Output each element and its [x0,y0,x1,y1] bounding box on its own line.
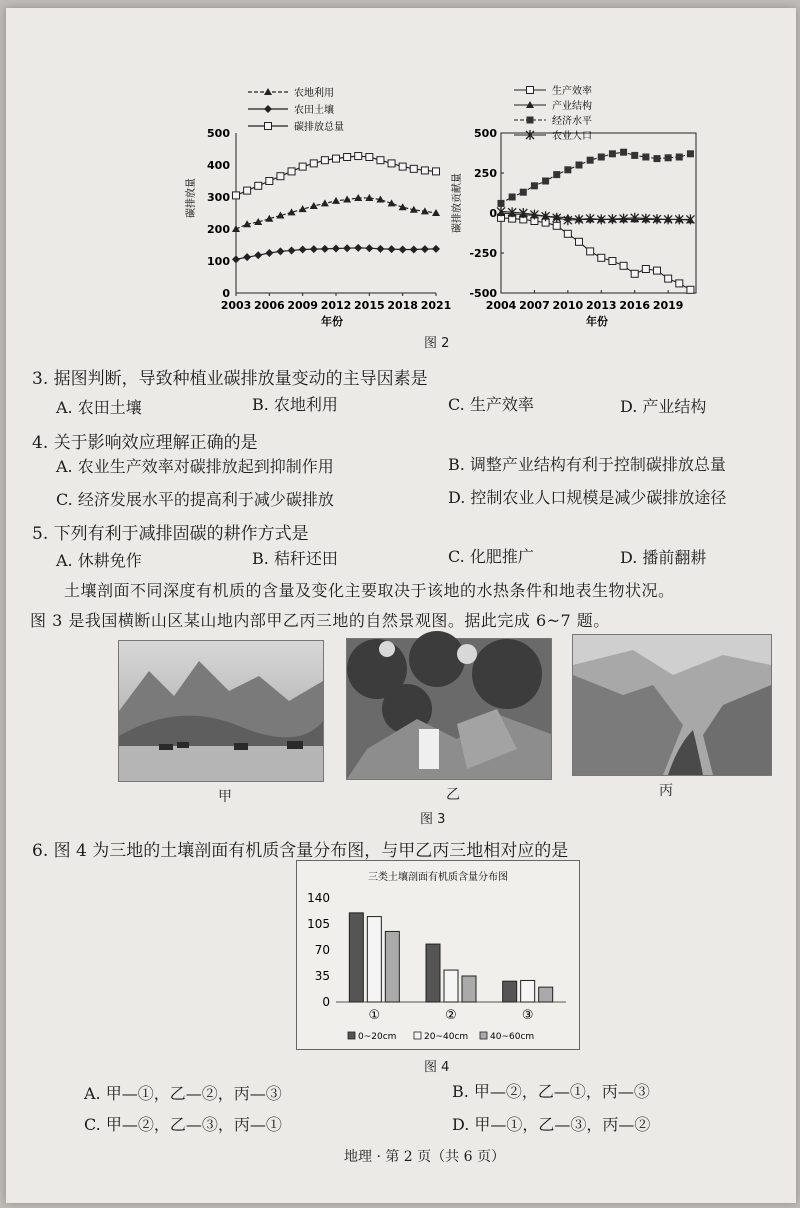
right-data-point [553,222,560,229]
q3-stem: 3. 据图判断，导致种植业碳排放量变动的主导因素是 [32,369,428,389]
right-data-point [665,154,672,161]
right-ytick-label: -250 [469,247,497,260]
left-legend-label: 碳排放总量 [294,122,344,133]
q3-option-c[interactable]: C. 生产效率 [448,395,534,414]
left-data-point [410,245,418,253]
q5-option-d[interactable]: D. 播前翻耕 [620,548,707,567]
left-ytick-label: 200 [207,223,230,236]
left-xtick-label: 2018 [387,299,418,312]
right-ytick-label: 0 [489,207,497,220]
photo-yi-forest-stream [346,638,552,780]
right-legend-marker [527,117,534,124]
left-data-point [310,245,318,253]
bar-legend-label: 20~40cm [424,1032,469,1042]
left-data-point [266,178,273,185]
q6-option-d[interactable]: D. 甲—①，乙—③，丙—② [452,1115,651,1134]
left-data-point [332,245,340,253]
page-footer: 地理 · 第 2 页（共 6 页） [344,1149,505,1165]
right-data-point [642,154,649,161]
left-data-point [432,245,440,253]
right-data-point [598,154,605,161]
exam-page [6,8,796,1203]
bar-category-label: ① [368,1008,381,1023]
q4-stem: 4. 关于影响效应理解正确的是 [32,433,258,453]
left-data-point [433,168,440,175]
left-legend-label: 农地利用 [294,88,334,99]
left-data-point [321,157,328,164]
right-data-point [576,162,583,169]
left-ylabel: 碳排放量 [186,178,197,218]
right-legend-label: 经济水平 [552,116,592,127]
bar-chart-title: 三类土壤剖面有机质含量分布图 [368,872,508,883]
right-legend-label: 农业人口 [552,131,592,142]
bar [539,987,553,1002]
q3-option-d[interactable]: D. 产业结构 [620,397,707,416]
right-data-point [531,182,538,189]
left-data-point [232,225,240,232]
figure4-bar-chart [296,860,580,1050]
left-data-point [332,197,340,204]
left-data-point [410,165,417,172]
left-data-point [376,245,384,253]
left-legend [248,86,344,133]
q6-option-b[interactable]: B. 甲—②，乙—①，丙—③ [452,1082,650,1101]
left-legend-marker [265,123,272,130]
left-data-point [254,251,262,259]
bar [385,931,399,1002]
right-legend-marker [527,87,534,94]
right-xtick-label: 2016 [619,299,651,312]
left-xlabel: 年份 [321,315,343,328]
left-legend-marker [264,105,272,113]
left-data-point [354,244,362,252]
left-data-point [344,154,351,161]
intro-line2: 图 3 是我国横断山区某山地内部甲乙丙三地的自然景观图。据此完成 6~7 题。 [30,611,610,630]
right-data-point [509,194,516,201]
photo-bing-valley [572,634,772,776]
bar [349,913,363,1002]
left-ytick-label: 300 [207,191,230,204]
left-data-point [277,173,284,180]
right-series-line [501,211,690,220]
bar [503,981,517,1002]
q4-option-b[interactable]: B. 调整产业结构有利于控制碳排放总量 [448,455,726,474]
right-legend-label: 产业结构 [552,101,592,112]
bar [521,980,535,1002]
bar-category-label: ② [445,1008,457,1023]
right-data-point [564,230,571,237]
left-xtick-label: 2012 [320,299,352,312]
right-data-point [576,238,583,245]
left-data-point [343,244,351,252]
left-data-point [355,153,362,160]
left-data-point [243,253,251,261]
left-data-point [399,245,407,253]
left-data-point [321,199,329,206]
left-data-point [265,249,273,257]
right-data-point [620,262,627,269]
left-data-point [399,163,406,170]
left-legend-label: 农田土壤 [294,105,334,116]
left-data-point [365,244,373,252]
bar-category-label: ③ [521,1008,534,1023]
left-ytick-label: 0 [222,287,230,300]
bar-ytick-label: 105 [307,917,330,931]
right-data-point [542,178,549,185]
right-xtick-label: 2010 [552,299,584,312]
right-data-point [498,200,505,207]
left-data-point [432,209,440,216]
left-ytick-label: 500 [207,127,230,140]
right-series-line [501,218,690,290]
right-series-line [501,152,690,203]
left-legend-marker [264,88,272,95]
bar-ytick-label: 0 [322,995,330,1009]
right-data-point [553,171,560,178]
bar-legend-label: 0~20cm [358,1032,397,1042]
right-data-point [676,280,683,287]
q6-stem: 6. 图 4 为三地的土壤剖面有机质含量分布图，与甲乙丙三地相对应的是 [32,841,569,861]
bar-legend-swatch [348,1032,355,1039]
right-data-point [676,154,683,161]
left-data-point [421,167,428,174]
right-data-point [687,286,694,293]
left-data-point [288,246,296,254]
right-data-point [642,266,649,273]
left-ytick-label: 400 [207,159,230,172]
right-xlabel: 年份 [586,315,608,328]
bar-ytick-label: 35 [314,969,330,983]
figure2-left-chart [186,78,456,338]
right-xtick-label: 2007 [519,299,550,312]
q3-option-a[interactable]: A. 农田土壤 [56,398,142,417]
right-data-point [665,275,672,282]
right-data-point [609,150,616,157]
right-data-point [587,157,594,164]
left-xtick-label: 2021 [420,299,452,312]
right-data-point [631,152,638,159]
photo-label-bing: 丙 [659,783,673,799]
right-ytick-label: 250 [474,167,497,180]
intro-line1: 土壤剖面不同深度有机质的含量及变化主要取决于该地的水热条件和地表生物状况。 [64,581,675,600]
left-data-point [288,168,295,175]
right-data-point [587,248,594,255]
left-xtick-label: 2003 [220,299,252,312]
left-data-point [233,192,240,199]
right-data-point [654,267,661,274]
right-data-point [520,189,527,196]
figure2-caption: 图 2 [424,336,450,351]
q4-option-a[interactable]: A. 农业生产效率对碳排放起到抑制作用 [56,457,334,476]
photo-label-jia: 甲 [218,789,232,805]
bar-legend-swatch [480,1032,487,1039]
photo-jia-grassland [118,640,324,782]
q5-option-c[interactable]: C. 化肥推广 [448,547,534,566]
right-xtick-label: 2013 [585,299,617,312]
right-ytick-label: -500 [469,287,497,300]
bar [426,944,440,1002]
q5-option-a[interactable]: A. 休耕免作 [56,551,142,570]
left-data-point [244,187,251,194]
bar-legend-label: 40~60cm [490,1032,535,1042]
right-legend-label: 生产效率 [552,86,592,97]
q5-option-b[interactable]: B. 秸秆还田 [252,549,338,568]
right-data-point [687,150,694,157]
bar-legend-swatch [414,1032,421,1039]
right-xtick-label: 2004 [485,299,517,312]
right-data-point [564,166,571,173]
q6-option-a[interactable]: A. 甲—①，乙—②，丙—③ [84,1084,282,1103]
bar-chart-legend [348,1032,534,1042]
bar [367,917,381,1002]
left-data-point [366,154,373,161]
left-data-point [276,247,284,255]
figure3-caption: 图 3 [420,812,446,827]
right-data-point [620,149,627,156]
left-data-point [299,245,307,253]
right-ytick-label: 500 [474,127,497,140]
left-xtick-label: 2009 [287,299,318,312]
left-data-point [232,255,240,263]
left-data-point [388,245,396,253]
q4-option-c[interactable]: C. 经济发展水平的提高利于减少碳排放 [56,490,334,509]
right-xtick-label: 2019 [652,299,684,312]
figure2-right-chart [446,78,711,338]
right-data-point [609,258,616,265]
right-data-point [654,155,661,162]
q3-option-b[interactable]: B. 农地利用 [252,395,338,414]
figure4-caption: 图 4 [424,1060,450,1075]
photo-label-yi: 乙 [446,787,460,803]
left-data-point [255,182,262,189]
left-data-point [310,160,317,167]
left-data-point [388,160,395,167]
left-ytick-label: 100 [207,255,230,268]
left-xtick-label: 2006 [254,299,285,312]
bar [444,970,458,1002]
q6-option-c[interactable]: C. 甲—②，乙—③，丙—① [84,1115,282,1134]
bar [462,976,476,1002]
left-data-point [377,157,384,164]
left-data-point [299,163,306,170]
left-xtick-label: 2015 [354,299,385,312]
q5-stem: 5. 下列有利于减排固碳的耕作方式是 [32,524,309,544]
q4-option-d[interactable]: D. 控制农业人口规模是减少碳排放途径 [448,488,727,507]
right-data-point [598,254,605,261]
right-ylabel: 碳排放贡献量 [452,173,463,233]
left-data-point [421,245,429,253]
left-data-point [333,155,340,162]
bar-ytick-label: 70 [314,943,330,957]
left-data-point [321,245,329,253]
right-data-point [631,270,638,277]
left-data-point [343,196,351,203]
bar-ytick-label: 140 [307,891,330,905]
